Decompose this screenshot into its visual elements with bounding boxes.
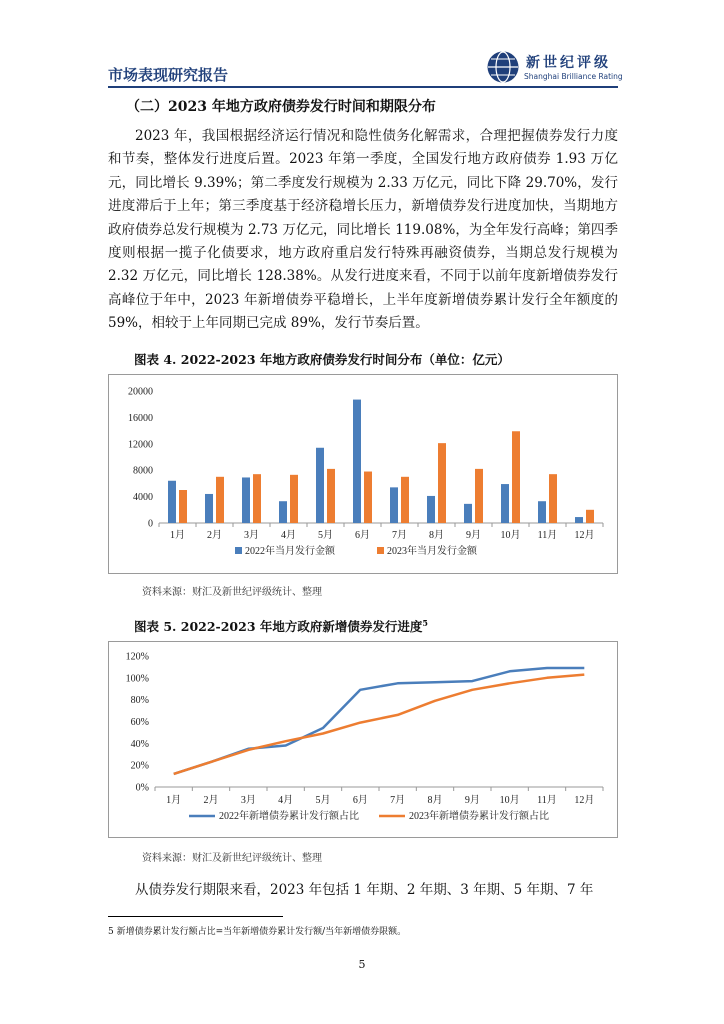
footnote-rule [108,916,283,917]
bar-2022 [501,484,509,523]
brand-logo [486,48,626,88]
body-paragraph [108,125,618,336]
x-tick-label: 8月 [427,795,443,806]
x-tick-label: 7月 [390,795,406,806]
bar-2022 [242,477,250,523]
page-number: 5 [358,958,366,971]
x-tick-label: 10月 [499,795,520,806]
y-tick-label: 80% [130,695,149,707]
line-chart [109,642,617,837]
bar-2023 [179,490,187,523]
bar-2023 [253,474,261,523]
y-tick-label: 20000 [128,386,153,398]
legend-label-2022: 2022年新增债券累计发行额占比 [219,811,359,822]
figure5-title-text: 图表 5. 2022-2023 年地方政府新增债券发行进度 [134,619,423,634]
x-tick-label: 5月 [315,795,331,806]
body-paragraph-text: 2023 年，我国根据经济运行情况和隐性债务化解需求，合理把握债券发行力度和节奏，整体发行进度后置。2023 年第一季度，全国发行地方政府债券 1.93 万亿元，同比增长 9.39%；第二季度发行规模为 2.33 万亿元，同比下降 29.70%，发行进度滞后于上年；第三季度基于经济稳增长压力，新增债券发行进度加快，当期地方政府债券总发行规模为 2.73 万亿元，同比增长 119.08%，为全年发行高峰；第四季度则根据一揽子化债要求，地方政府重启发行特殊再融资债券，当期总发行规模为 2.32 万亿元，同比增长 128.38%。从发行进度来看，不同于以前年度新增债券发行高峰位于年中，2023 年新增债券平稳增长，上半年度新增债券累计发行全年额度的 59%，相较于上年同期已完成 89%，发行节奏后置。 [108,128,618,332]
section-title: （二）2023 年地方政府债券发行时间和期限分布 [126,99,436,115]
x-tick-label: 5月 [318,530,333,541]
legend-swatch-2023 [377,547,384,554]
bar-2023 [401,477,409,523]
figure5-source: 资料来源：财汇及新世纪评级统计、整理 [142,853,322,864]
figure5-title [134,617,428,635]
x-tick-label: 9月 [464,795,480,806]
body-paragraph-2 [108,878,618,898]
legend-label-2023: 2023年新增债券累计发行额占比 [409,811,549,822]
bar-2023 [512,431,520,523]
x-tick-label: 4月 [281,530,296,541]
y-tick-label: 12000 [128,439,153,451]
figure4-title: 图表 4. 2022-2023 年地方政府债券发行时间分布（单位：亿元） [134,352,510,367]
logo-english-name: Shanghai Brilliance Rating [524,72,623,81]
body-paragraph-2-text: 从债券发行期限来看，2023 年包括 1 年期、2 年期、3 年期、5 年期、7 年 [135,882,594,898]
x-tick-label: 7月 [392,530,407,541]
y-tick-label: 4000 [133,492,153,504]
x-tick-label: 6月 [355,530,370,541]
bar-2022 [390,487,398,523]
x-tick-label: 1月 [166,795,182,806]
figure5-footnote-ref: 5 [422,617,428,628]
figure4-source: 资料来源：财汇及新世纪评级统计、整理 [142,587,322,598]
x-tick-label: 10月 [500,530,521,541]
figure4-chart-box [108,374,618,574]
x-tick-label: 6月 [352,795,368,806]
footnote: 5 新增债券累计发行额占比=当年新增债券累计发行额/当年新增债券限额。 [108,927,407,937]
figure5-chart-box [108,641,618,838]
y-tick-label: 40% [130,738,149,750]
bar-2022 [168,481,176,523]
x-tick-label: 9月 [466,530,481,541]
x-tick-label: 11月 [537,530,558,541]
bar-2022 [205,494,213,523]
x-tick-label: 4月 [278,795,294,806]
x-tick-label: 3月 [240,795,256,806]
bar-2022 [538,501,546,523]
y-tick-label: 100% [125,673,149,685]
line-2022 [174,668,585,774]
x-tick-label: 1月 [170,530,185,541]
y-tick-label: 20% [130,760,149,772]
x-tick-label: 12月 [574,530,595,541]
y-tick-label: 8000 [133,465,153,477]
bar-2023 [549,474,557,523]
x-tick-label: 3月 [244,530,259,541]
bar-2023 [327,469,335,523]
legend-label-2023: 2023年当月发行金额 [387,546,477,557]
y-tick-label: 60% [130,717,149,728]
globe-icon [486,50,520,84]
bar-2023 [290,475,298,523]
y-tick-label: 16000 [128,412,153,424]
x-tick-label: 2月 [207,530,222,541]
x-tick-label: 2月 [203,795,219,806]
legend-label-2022: 2022年当月发行金额 [245,546,335,557]
logo-chinese-name: 新世纪评级 [526,55,611,71]
x-tick-label: 8月 [429,530,444,541]
bar-2022 [575,517,583,523]
bar-2022 [464,504,472,523]
bar-2023 [475,469,483,523]
y-tick-label: 0 [148,518,153,530]
x-tick-label: 11月 [537,795,557,806]
y-tick-label: 120% [125,651,149,663]
bar-2023 [216,477,224,523]
bar-2022 [427,496,435,523]
legend-swatch-2022 [235,547,242,554]
line-2023 [174,675,585,774]
y-tick-label: 0% [135,782,149,794]
report-header-title: 市场表现研究报告 [108,66,229,84]
bar-chart [109,375,617,573]
bar-2023 [586,510,594,523]
bar-2023 [438,443,446,523]
bar-2022 [353,400,361,523]
bar-2022 [279,501,287,523]
bar-2022 [316,448,324,523]
bar-2023 [364,472,372,523]
x-tick-label: 12月 [574,795,595,806]
